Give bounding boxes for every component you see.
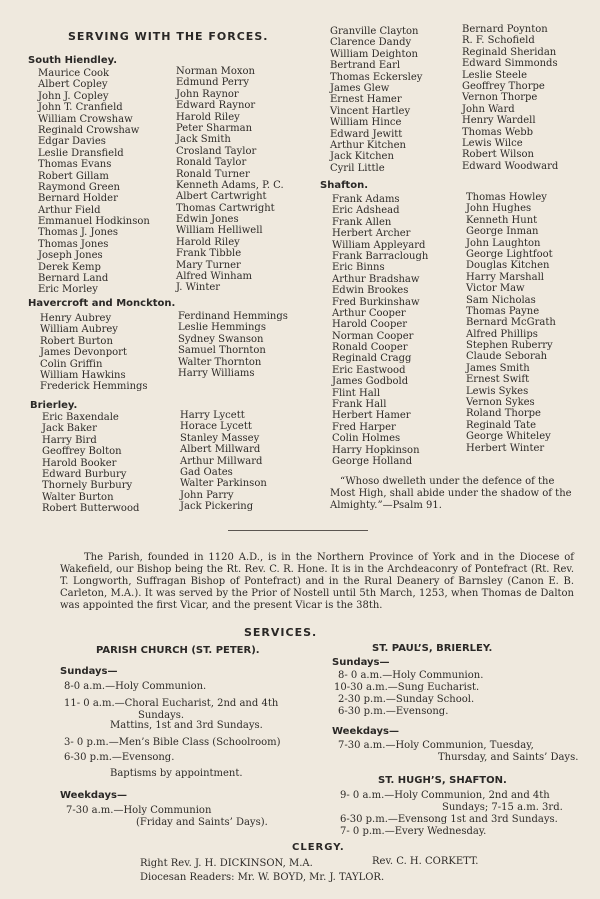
serviceman-name: Frank Allen bbox=[332, 216, 392, 228]
serviceman-name: Harold Riley bbox=[176, 236, 240, 248]
serviceman-name: William Appleyard bbox=[332, 239, 426, 251]
st-pauls-service-line: 2-30 p.m.—Sunday School. bbox=[338, 694, 475, 705]
serviceman-name: Robert Wilson bbox=[462, 149, 534, 161]
serviceman-name: Peter Sharman bbox=[176, 122, 253, 134]
serviceman-name: Douglas Kitchen bbox=[466, 260, 550, 272]
serviceman-name: Harry Lycett bbox=[180, 410, 245, 421]
serviceman-name: Henry Aubrey bbox=[40, 313, 112, 324]
serviceman-name: Robert Gillam bbox=[38, 170, 109, 182]
clergy-vicar: Rev. C. H. CORKETT. bbox=[372, 856, 479, 867]
parish-service-line: Baptisms by appointment. bbox=[110, 768, 243, 779]
serviceman-name: Ernest Swift bbox=[466, 374, 530, 386]
serviceman-name: Thomas Howley bbox=[466, 192, 547, 203]
serviceman-name: Fred Harper bbox=[332, 421, 396, 433]
st-pauls-heading: ST. PAUL’S, BRIERLEY. bbox=[372, 643, 493, 654]
brierley-names-col1 bbox=[42, 412, 139, 515]
serviceman-name: Herbert Winter bbox=[466, 442, 545, 454]
serviceman-name: William Helliwell bbox=[176, 225, 263, 237]
serviceman-name: Ronald Turner bbox=[176, 168, 250, 180]
serviceman-name: Victor Maw bbox=[466, 283, 525, 295]
st-pauls-service-line: 10-30 a.m.—Sung Eucharist. bbox=[334, 682, 480, 693]
havercroft-names-col1 bbox=[40, 313, 148, 393]
serviceman-name: Geoffrey Thorpe bbox=[462, 80, 545, 92]
shafton-names-col2 bbox=[466, 192, 556, 454]
serviceman-name: Thomas Evans bbox=[38, 159, 112, 171]
divider-rule bbox=[228, 530, 368, 531]
serviceman-name: Harold Cooper bbox=[332, 319, 408, 331]
serviceman-name: Ferdinand Hemmings bbox=[178, 311, 288, 322]
parish-church-heading: PARISH CHURCH (ST. PETER). bbox=[96, 645, 260, 656]
right-names-col1 bbox=[330, 26, 422, 174]
serviceman-name: Bernard McGrath bbox=[466, 317, 556, 329]
serviceman-name: Frank Tibble bbox=[176, 248, 242, 260]
serviceman-name: Walter Parkinson bbox=[180, 478, 267, 490]
serviceman-name: James Devonport bbox=[40, 347, 127, 359]
st-hughs-service-line: 7- 0 p.m.—Every Wednesday. bbox=[340, 826, 487, 837]
serviceman-name: Jack Smith bbox=[176, 134, 231, 146]
serviceman-name: Frederick Hemmings bbox=[40, 381, 148, 393]
parish-service-line: Sundays. bbox=[138, 710, 185, 721]
serviceman-name: Arthur Millward bbox=[180, 455, 263, 467]
serviceman-name: Roland Thorpe bbox=[466, 408, 541, 420]
serviceman-name: John Ward bbox=[462, 103, 515, 115]
serviceman-name: Reginald Cragg bbox=[332, 353, 412, 365]
clergy-title: CLERGY. bbox=[292, 842, 345, 853]
serviceman-name: William Crowshaw bbox=[38, 113, 133, 125]
serviceman-name: Edward Simmonds bbox=[462, 58, 558, 70]
serviceman-name: George Lightfoot bbox=[466, 248, 553, 260]
serviceman-name: Bernard Holder bbox=[38, 193, 118, 205]
serviceman-name: Crosland Taylor bbox=[176, 145, 257, 157]
serviceman-name: Eric Eastwood bbox=[332, 364, 406, 376]
quote-line: Almighty.”—Psalm 91. bbox=[330, 500, 442, 511]
serviceman-name: Eric Adshead bbox=[332, 205, 400, 217]
st-pauls-service-line: Thursday, and Saints’ Days. bbox=[438, 752, 579, 763]
serviceman-name: Harry Marshall bbox=[466, 271, 544, 283]
st-hughs-service-line: 6-30 p.m.—Evensong 1st and 3rd Sundays. bbox=[340, 814, 558, 825]
serviceman-name: Arthur Bradshaw bbox=[332, 273, 420, 285]
serviceman-name: Eric Baxendale bbox=[42, 412, 119, 423]
serviceman-name: Walter Burton bbox=[42, 491, 114, 503]
serviceman-name: Thomas Cartwright bbox=[176, 202, 275, 214]
south-hiendley-names-col2 bbox=[176, 66, 284, 294]
right-names-col2 bbox=[462, 24, 558, 172]
serviceman-name: Ronald Cooper bbox=[332, 342, 408, 354]
serviceman-name: Edmund Perry bbox=[176, 77, 250, 89]
serviceman-name: Walter Thornton bbox=[178, 356, 262, 368]
serviceman-name: Granville Clayton bbox=[330, 26, 419, 37]
havercroft-heading: Havercroft and Monckton. bbox=[28, 298, 176, 309]
serviceman-name: Cyril Little bbox=[330, 162, 385, 174]
serviceman-name: Herbert Archer bbox=[332, 228, 411, 240]
serviceman-name: Thomas Payne bbox=[466, 305, 540, 317]
st-hughs-heading: ST. HUGH’S, SHAFTON. bbox=[378, 775, 507, 786]
serviceman-name: John Hughes bbox=[466, 203, 532, 215]
south-hiendley-names-col1 bbox=[38, 68, 150, 296]
clergy-readers: Diocesan Readers: Mr. W. BOYD, Mr. J. TAYLOR. bbox=[140, 872, 385, 883]
serviceman-name: Gad Oates bbox=[180, 466, 233, 478]
parish-service-line: 11- 0 a.m.—Choral Eucharist, 2nd and 4th bbox=[64, 698, 279, 709]
serviceman-name: Frank Hall bbox=[332, 399, 387, 411]
serviceman-name: Robert Burton bbox=[40, 335, 113, 347]
serviceman-name: Albert Copley bbox=[38, 79, 108, 91]
parish-weekdays-label: Weekdays— bbox=[60, 790, 127, 801]
serviceman-name: Sam Nicholas bbox=[466, 294, 536, 306]
serviceman-name: John Laughton bbox=[466, 237, 541, 249]
serviceman-name: Harold Booker bbox=[42, 457, 117, 469]
serviceman-name: Colin Griffin bbox=[40, 358, 103, 370]
st-pauls-sundays-label: Sundays— bbox=[332, 657, 390, 668]
serviceman-name: Leslie Dransfield bbox=[38, 147, 124, 159]
south-hiendley-heading: South Hiendley. bbox=[28, 55, 118, 66]
clergy-bishop: Right Rev. J. H. DICKINSON, M.A. bbox=[140, 858, 313, 869]
serviceman-name: Frank Barraclough bbox=[332, 250, 429, 262]
serviceman-name: Bertrand Earl bbox=[330, 60, 401, 72]
serviceman-name: Stanley Massey bbox=[180, 432, 260, 444]
serviceman-name: Alfred Winham bbox=[176, 271, 253, 283]
serviceman-name: Vernon Sykes bbox=[466, 397, 535, 409]
serviceman-name: Edward Jewitt bbox=[330, 128, 403, 140]
serviceman-name: Maurice Cook bbox=[38, 68, 110, 79]
serviceman-name: Bernard Land bbox=[38, 273, 109, 285]
st-pauls-service-line: 7-30 a.m.—Holy Communion, Tuesday, bbox=[338, 740, 534, 751]
serviceman-name: James Smith bbox=[466, 362, 530, 374]
serviceman-name: Fred Burkinshaw bbox=[332, 296, 420, 308]
serviceman-name: George Inman bbox=[466, 226, 539, 238]
serviceman-name: Thomas Jones bbox=[38, 238, 109, 250]
serviceman-name: Leslie Steele bbox=[462, 69, 528, 81]
serviceman-name: Horace Lycett bbox=[180, 421, 252, 433]
serviceman-name: Colin Holmes bbox=[332, 433, 401, 445]
serviceman-name: Arthur Field bbox=[38, 204, 101, 216]
serviceman-name: Sydney Swanson bbox=[178, 333, 264, 345]
serviceman-name: Norman Cooper bbox=[332, 330, 414, 342]
serviceman-name: Flint Hall bbox=[332, 387, 381, 399]
serviceman-name: Reginald Sheridan bbox=[462, 46, 557, 58]
serviceman-name: Leslie Hemmings bbox=[178, 322, 266, 334]
serviceman-name: John Parry bbox=[180, 489, 234, 501]
parish-paragraph: The Parish, founded in 1120 A.D., is in the Northern Province of York and in the Diocese of Wakefield, our Bishop being the Rt. Rev. C. R. Hone. It is in the Archdeaconry of Pontefract (Rt. Rev. T. Longworth, Suffragan Bishop of Pontefract) and in the Rural Deanery of Barnsley (Canon E. B. Carleton, M.A.). It was served by the Prior of Nostell until 5th March, 1253, when Thomas de Dalton was appointed the first Vicar, and the present Vicar is the 38th. bbox=[60, 552, 574, 611]
serviceman-name: Thomas J. Jones bbox=[38, 227, 118, 239]
parish-service-line: 3- 0 p.m.—Men’s Bible Class (Schoolroom) bbox=[64, 737, 281, 748]
serviceman-name: Kenneth Hunt bbox=[466, 214, 538, 226]
serviceman-name: Reginald Tate bbox=[466, 419, 537, 431]
serviceman-name: Herbert Hamer bbox=[332, 410, 411, 422]
serviceman-name: Edwin Jones bbox=[176, 214, 239, 226]
serviceman-name: Norman Moxon bbox=[176, 66, 255, 77]
serviceman-name: Geoffrey Bolton bbox=[42, 446, 122, 458]
serviceman-name: Mary Turner bbox=[176, 259, 241, 271]
serviceman-name: Stephen Ruberry bbox=[466, 340, 553, 352]
serviceman-name: Claude Seborah bbox=[466, 351, 548, 363]
serviceman-name: William Aubrey bbox=[40, 324, 118, 336]
serviceman-name: James Glew bbox=[330, 82, 390, 94]
serviceman-name: George Holland bbox=[332, 455, 413, 467]
serviceman-name: George Whiteley bbox=[466, 431, 551, 443]
serviceman-name: Harold Riley bbox=[176, 111, 240, 123]
serviceman-name: William Hince bbox=[330, 117, 402, 129]
forces-title: SERVING WITH THE FORCES. bbox=[68, 30, 269, 43]
st-hughs-service-line: Sundays; 7-15 a.m. 3rd. bbox=[442, 802, 563, 813]
parish-service-line: (Friday and Saints’ Days). bbox=[136, 817, 268, 828]
parish-service-line: 6-30 p.m.—Evensong. bbox=[64, 752, 175, 763]
serviceman-name: Vernon Thorpe bbox=[462, 92, 538, 104]
serviceman-name: Emmanuel Hodkinson bbox=[38, 216, 150, 228]
serviceman-name: Eric Morley bbox=[38, 284, 98, 296]
serviceman-name: Kenneth Adams, P. C. bbox=[176, 179, 284, 191]
brierley-names-col2 bbox=[180, 410, 267, 513]
parish-service-line: 8-0 a.m.—Holy Communion. bbox=[64, 681, 207, 692]
serviceman-name: Joseph Jones bbox=[38, 250, 103, 262]
serviceman-name: Thornely Burbury bbox=[42, 480, 133, 492]
quote-line: “Whoso dwelleth under the defence of the bbox=[340, 476, 555, 487]
serviceman-name: Samuel Thornton bbox=[178, 345, 266, 357]
parish-sundays-label: Sundays— bbox=[60, 666, 118, 677]
serviceman-name: Alfred Phillips bbox=[466, 328, 538, 340]
services-title: SERVICES. bbox=[244, 626, 318, 639]
parish-service-line: Mattins, 1st and 3rd Sundays. bbox=[110, 720, 263, 731]
serviceman-name: Edward Burbury bbox=[42, 468, 127, 480]
serviceman-name: Frank Adams bbox=[332, 194, 400, 205]
serviceman-name: John T. Cranfield bbox=[38, 102, 123, 114]
serviceman-name: Albert Millward bbox=[180, 444, 261, 456]
brierley-heading: Brierley. bbox=[30, 400, 78, 411]
serviceman-name: Lewis Wilce bbox=[462, 137, 523, 149]
serviceman-name: Lewis Sykes bbox=[466, 385, 529, 397]
serviceman-name: William Hawkins bbox=[40, 369, 126, 381]
serviceman-name: Reginald Crowshaw bbox=[38, 124, 140, 136]
serviceman-name: Edwin Brookes bbox=[332, 285, 409, 297]
serviceman-name: Jack Pickering bbox=[180, 501, 254, 513]
serviceman-name: Henry Wardell bbox=[462, 115, 536, 127]
serviceman-name: John Raynor bbox=[176, 88, 239, 100]
serviceman-name: Ernest Hamer bbox=[330, 94, 402, 106]
serviceman-name: Derek Kemp bbox=[38, 261, 101, 273]
shafton-heading: Shafton. bbox=[320, 180, 368, 191]
st-pauls-weekdays-label: Weekdays— bbox=[332, 726, 399, 737]
st-pauls-service-line: 8- 0 a.m.—Holy Communion. bbox=[338, 670, 484, 681]
serviceman-name: Clarence Dandy bbox=[330, 37, 412, 49]
serviceman-name: Edward Raynor bbox=[176, 100, 256, 112]
parish-service-line: 7-30 a.m.—Holy Communion bbox=[66, 805, 212, 816]
serviceman-name: Robert Butterwood bbox=[42, 503, 140, 515]
serviceman-name: Arthur Kitchen bbox=[330, 139, 406, 151]
serviceman-name: Harry Bird bbox=[42, 434, 97, 446]
serviceman-name: Edgar Davies bbox=[38, 136, 106, 148]
serviceman-name: Eric Binns bbox=[332, 262, 385, 274]
quote-line: Most High, shall abide under the shadow of the bbox=[330, 488, 572, 499]
serviceman-name: Bernard Poynton bbox=[462, 24, 548, 35]
serviceman-name: Ronald Taylor bbox=[176, 157, 247, 169]
serviceman-name: Jack Kitchen bbox=[330, 151, 394, 163]
serviceman-name: Thomas Webb bbox=[462, 126, 534, 138]
st-pauls-service-line: 6-30 p.m.—Evensong. bbox=[338, 706, 449, 717]
serviceman-name: Thomas Eckersley bbox=[330, 71, 423, 83]
serviceman-name: Raymond Green bbox=[38, 181, 120, 193]
psalm-quote bbox=[330, 476, 590, 512]
serviceman-name: Jack Baker bbox=[42, 423, 97, 435]
havercroft-names-col2 bbox=[178, 311, 288, 379]
serviceman-name: Vincent Hartley bbox=[330, 105, 411, 117]
serviceman-name: John J. Copley bbox=[38, 90, 109, 102]
serviceman-name: James Godbold bbox=[332, 376, 409, 388]
serviceman-name: R. F. Schofield bbox=[462, 35, 535, 47]
serviceman-name: Arthur Cooper bbox=[332, 307, 406, 319]
serviceman-name: Harry Hopkinson bbox=[332, 444, 420, 456]
shafton-names-col1 bbox=[332, 194, 428, 467]
serviceman-name: J. Winter bbox=[176, 282, 221, 294]
serviceman-name: Harry Williams bbox=[178, 367, 255, 379]
serviceman-name: Albert Cartwright bbox=[176, 191, 267, 203]
st-hughs-service-line: 9- 0 a.m.—Holy Communion, 2nd and 4th bbox=[340, 790, 550, 801]
serviceman-name: William Deighton bbox=[330, 48, 418, 60]
serviceman-name: Edward Woodward bbox=[462, 160, 559, 172]
